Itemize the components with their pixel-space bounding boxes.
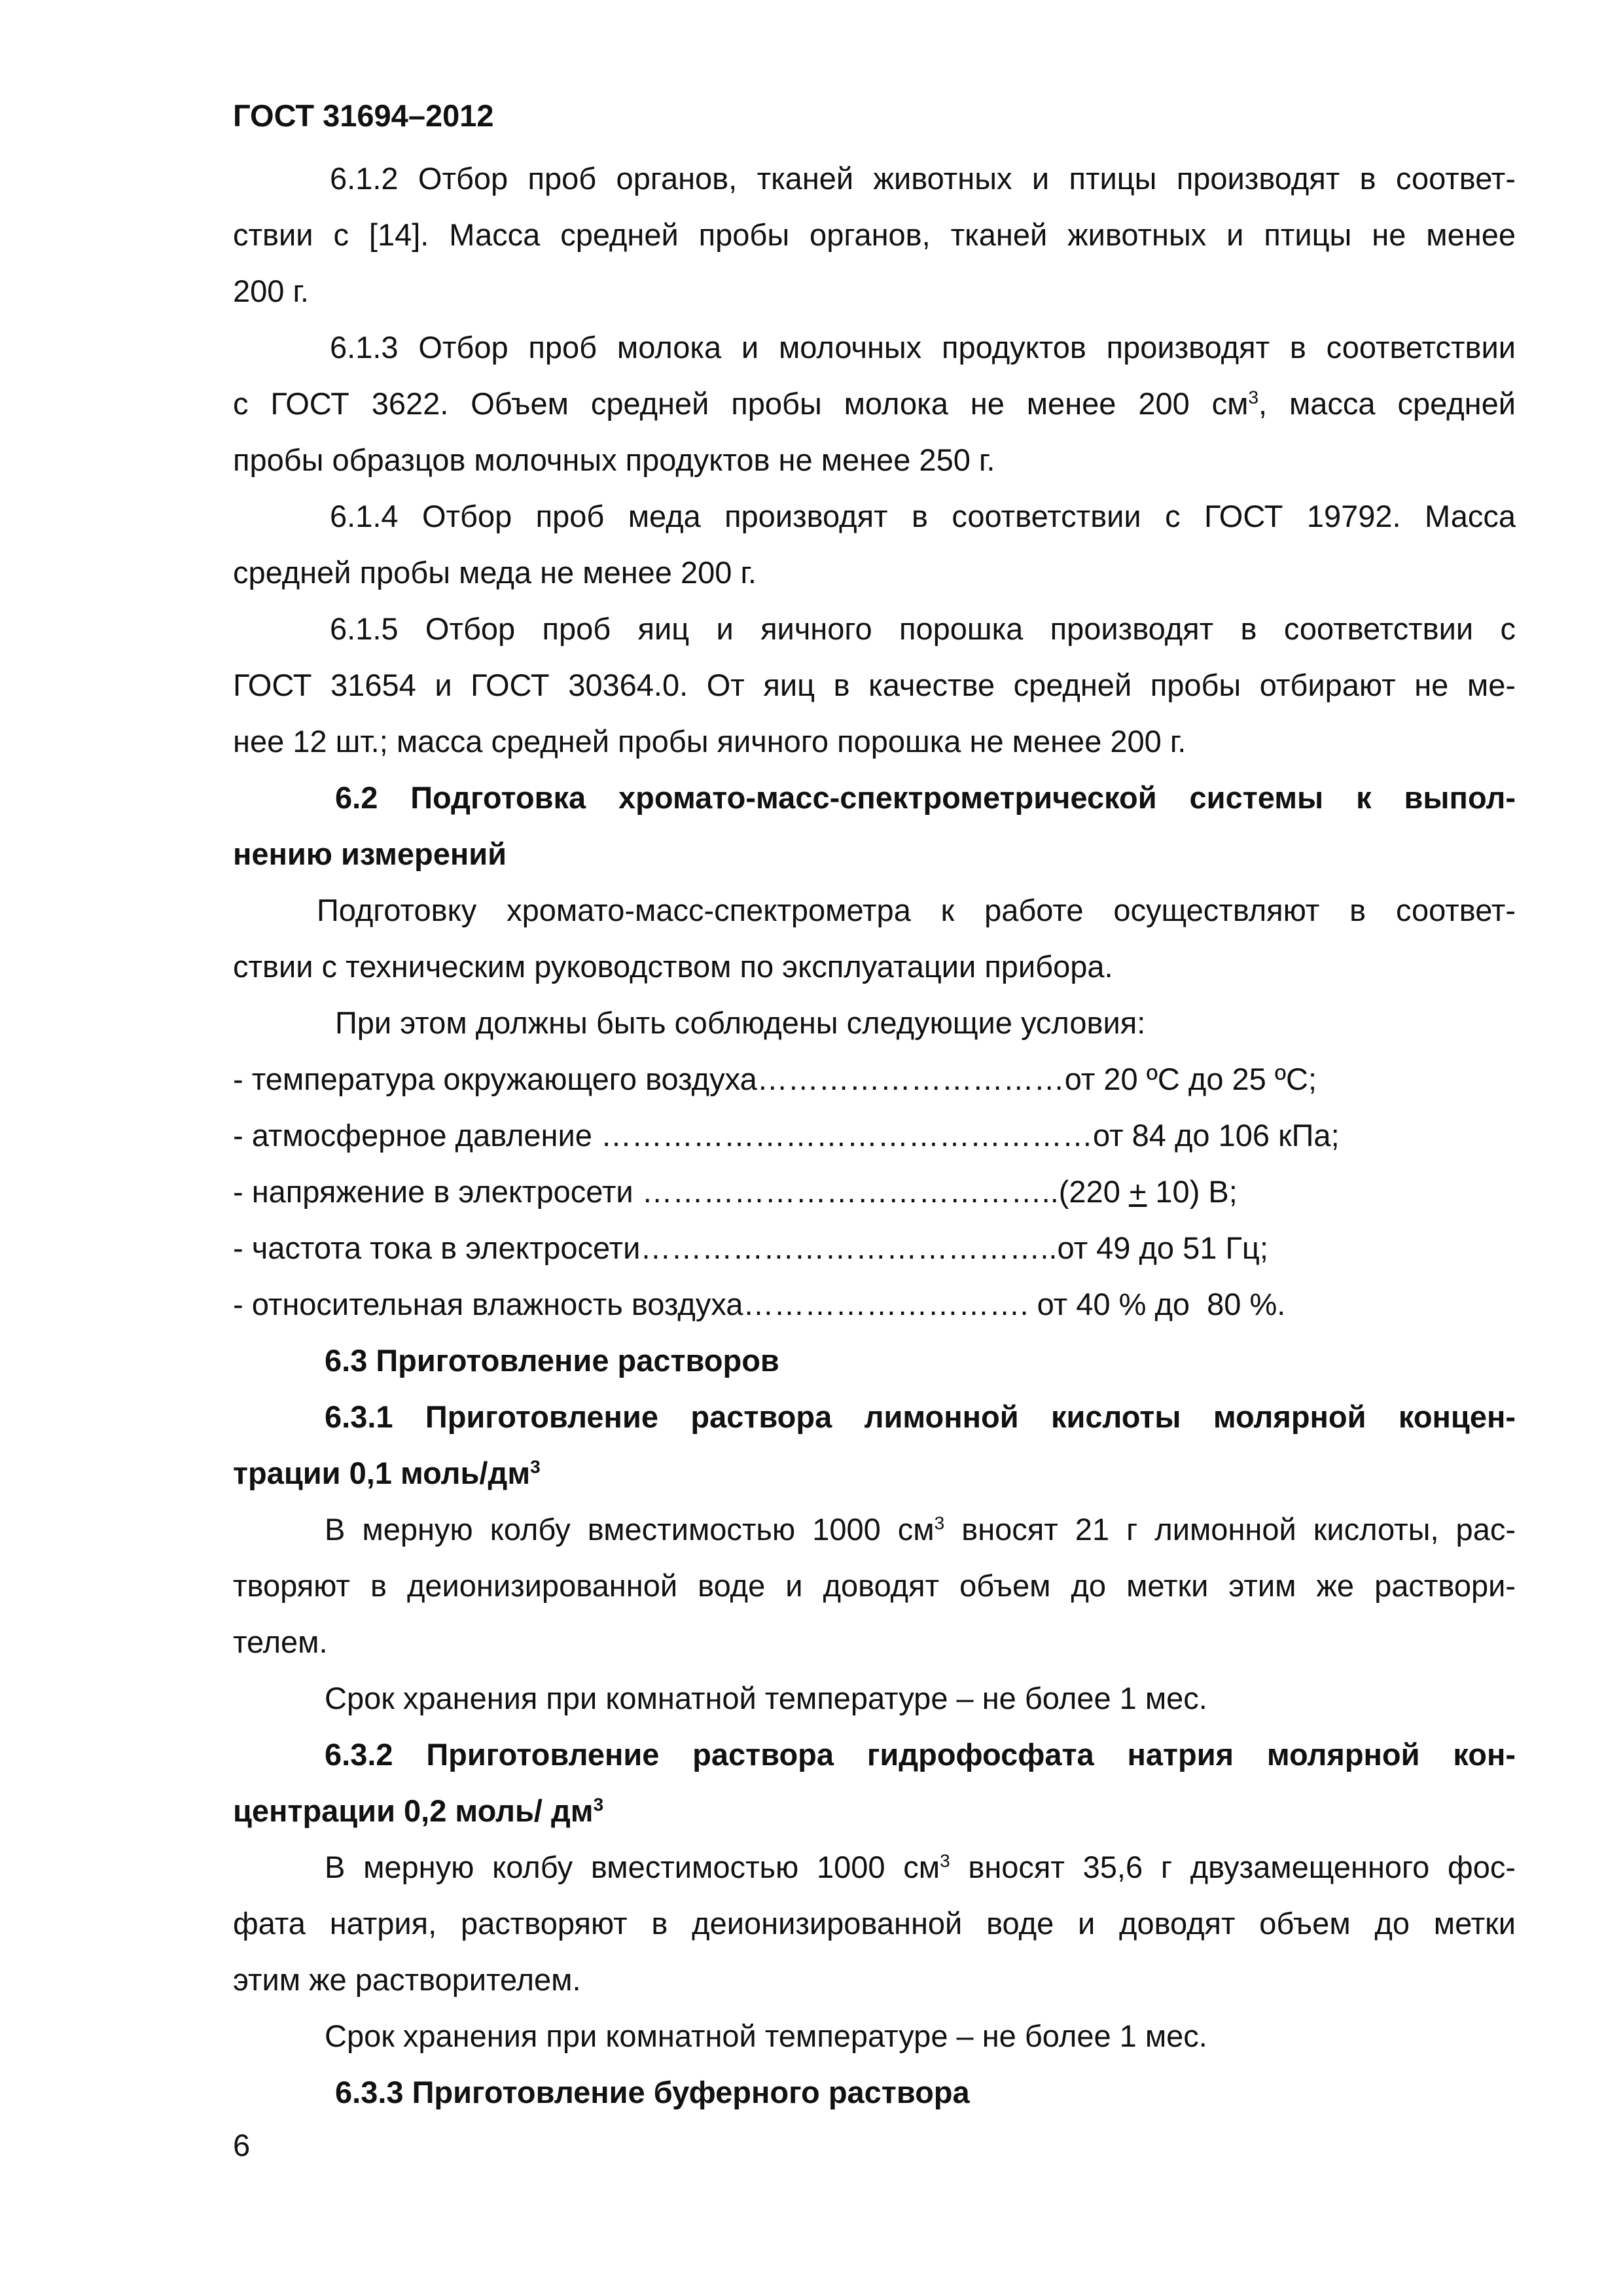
- text-run: вносят 35,6 г двузамещенного фос-: [950, 1850, 1516, 1884]
- section-6-2-heading-line-2: нению измерений: [233, 836, 507, 871]
- section-6-2-paragraph-line-1: Подготовку хромато-масс-спектрометра к работе осуществляют в соответ-: [317, 893, 1516, 927]
- superscript: 3: [593, 1794, 604, 1815]
- superscript: 3: [940, 1850, 950, 1871]
- plus-minus-sign: +: [1128, 1174, 1147, 1209]
- condition-temperature: - температура окружающего воздуха…………………………от 20 ºС до 25 ºС;: [233, 1062, 1317, 1096]
- condition-humidity: - относительная влажность воздуха………………………. от 40 % до 80 %.: [233, 1287, 1286, 1321]
- condition-voltage: [233, 1164, 1516, 1220]
- section-6-3-heading: 6.3 Приготовление растворов: [325, 1343, 779, 1378]
- condition-frequency: - частота тока в электросети…………………………………..от 49 до 51 Гц;: [233, 1230, 1268, 1265]
- page-number: 6: [233, 2128, 251, 2162]
- condition-pressure: - атмосферное давление …………………………………………от 84 до 106 кПа;: [233, 1118, 1340, 1153]
- section-6-2-conditions-intro: При этом должны быть соблюдены следующие условия:: [335, 1005, 1146, 1040]
- section-6-3-2-storage: Срок хранения при комнатной температуре – не более 1 мес.: [325, 2018, 1207, 2053]
- paragraph-6-1-3-line-2: [233, 376, 1516, 432]
- section-6-3-1-heading-line-1: 6.3.1 Приготовление раствора лимонной кислоты молярной концен-: [325, 1399, 1516, 1434]
- section-6-3-2-paragraph-line-2: фата натрия, растворяют в деионизированной воде и доводят объем до метки: [233, 1906, 1516, 1941]
- section-6-3-1-paragraph-line-2: творяют в деионизированной воде и доводят объем до метки этим же раствори-: [233, 1568, 1516, 1603]
- section-6-3-3-heading: 6.3.3 Приготовление буферного раствора: [335, 2075, 970, 2109]
- paragraph-6-1-4-line-1: 6.1.4 Отбор проб меда производят в соответствии с ГОСТ 19792. Масса: [330, 499, 1516, 533]
- superscript: 3: [530, 1456, 541, 1477]
- paragraph-6-1-5-line-2: ГОСТ 31654 и ГОСТ 30364.0. От яиц в качестве средней пробы отбирают не ме-: [233, 668, 1516, 702]
- text-run: , масса средней: [1258, 386, 1516, 421]
- superscript: 3: [1248, 387, 1259, 408]
- text-run: В мерную колбу вместимостью 1000 см: [325, 1512, 935, 1547]
- section-6-3-2-heading-line-1: 6.3.2 Приготовление раствора гидрофосфата натрия молярной кон-: [325, 1737, 1516, 1772]
- paragraph-6-1-2-line-2: ствии с [14]. Масса средней пробы органов, тканей животных и птицы не менее: [233, 217, 1516, 252]
- document-body: [233, 151, 1516, 2121]
- text-run: - напряжение в электросети …………………………………..(220: [233, 1174, 1129, 1209]
- section-6-3-1-storage: Срок хранения при комнатной температуре – не более 1 мес.: [325, 1681, 1207, 1715]
- paragraph-6-1-4-line-2: средней пробы меда не менее 200 г.: [233, 555, 757, 590]
- text-run: 10) В;: [1147, 1174, 1238, 1209]
- paragraph-6-1-3-line-3: пробы образцов молочных продуктов не менее 250 г.: [233, 442, 995, 477]
- section-6-3-1-heading-line-2: [233, 1445, 1516, 1501]
- section-6-3-2-paragraph-line-3: этим же растворителем.: [233, 1962, 581, 1997]
- section-6-2-paragraph-line-2: ствии с техническим руководством по эксплуатации прибора.: [233, 949, 1113, 984]
- paragraph-6-1-2-line-3: 200 г.: [233, 274, 309, 308]
- section-6-3-1-paragraph-line-3: телем.: [233, 1624, 328, 1659]
- superscript: 3: [934, 1513, 945, 1534]
- text-run: В мерную колбу вместимостью 1000 см: [325, 1850, 940, 1884]
- section-6-3-1-paragraph-line-1: [233, 1501, 1516, 1558]
- paragraph-6-1-5-line-1: 6.1.5 Отбор проб яиц и яичного порошка производят в соответствии с: [330, 611, 1516, 646]
- paragraph-6-1-3-line-1: 6.1.3 Отбор проб молока и молочных продуктов производят в соответствии: [330, 330, 1516, 365]
- paragraph-6-1-5-line-3: нее 12 шт.; масса средней пробы яичного порошка не менее 200 г.: [233, 724, 1186, 759]
- document-header: ГОСТ 31694–2012: [233, 98, 494, 133]
- section-6-3-2-heading-line-2: [233, 1783, 1516, 1839]
- text-run: с ГОСТ 3622. Объем средней пробы молока не менее 200 см: [233, 386, 1249, 421]
- section-6-3-2-paragraph-line-1: [233, 1839, 1516, 1895]
- text-run: центрации 0,2 моль/ дм: [233, 1793, 594, 1828]
- text-run: трации 0,1 моль/дм: [233, 1456, 531, 1490]
- section-6-2-heading-line-1: 6.2 Подготовка хромато-масс-спектрометрической системы к выпол-: [335, 780, 1516, 815]
- paragraph-6-1-2-line-1: 6.1.2 Отбор проб органов, тканей животных и птицы производят в соответ-: [330, 161, 1516, 196]
- text-run: вносят 21 г лимонной кислоты, рас-: [944, 1512, 1516, 1547]
